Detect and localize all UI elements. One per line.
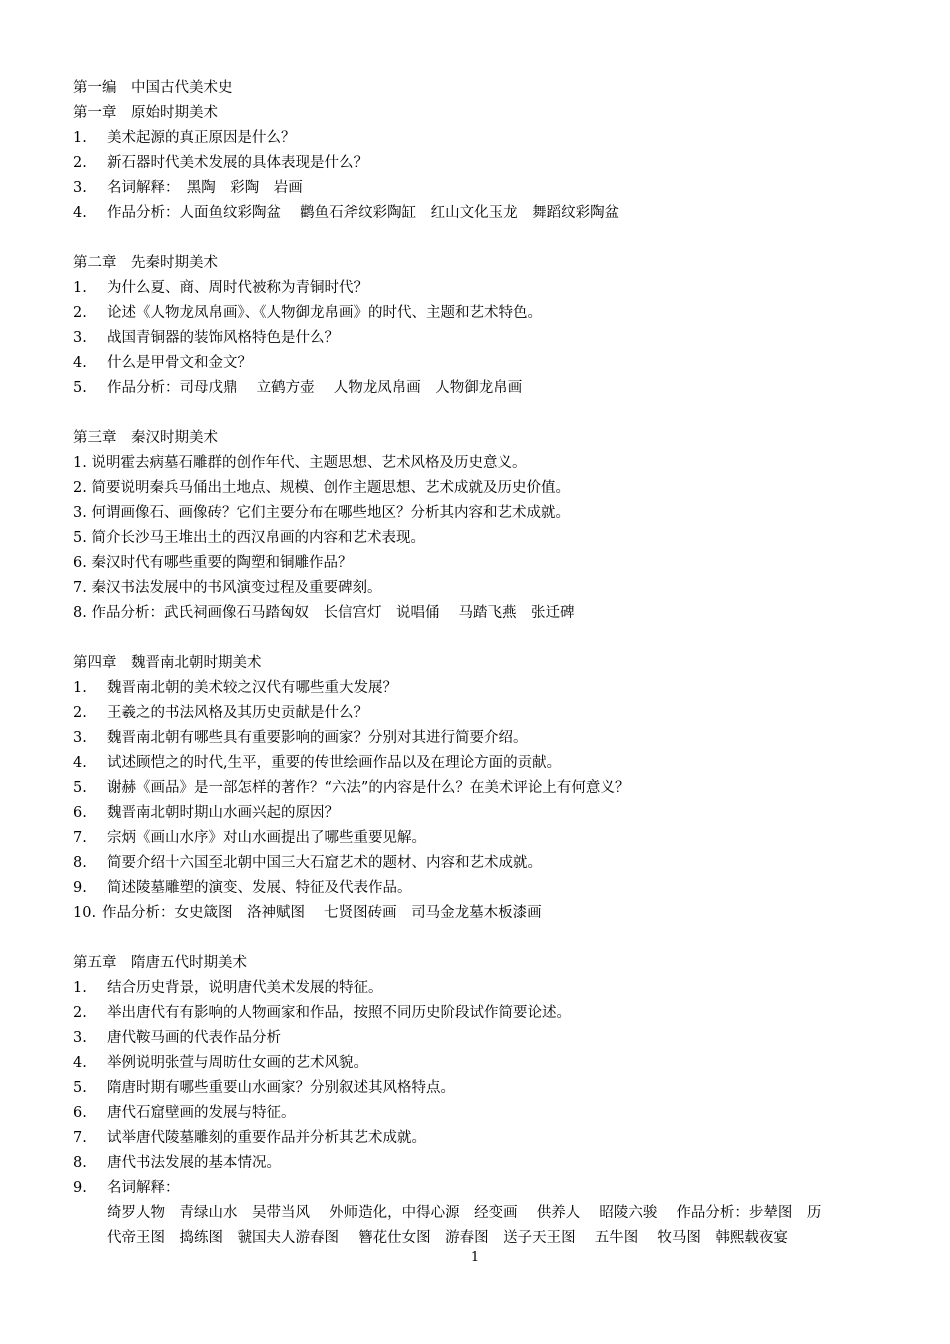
page-number: 1 (470, 1250, 480, 1265)
item-text: 简述陵墓雕塑的演变、发展、特征及代表作品。 (107, 880, 412, 896)
list-item (73, 976, 913, 1001)
list-item (73, 1151, 913, 1176)
chapter-2 (73, 251, 913, 401)
item-number: 6. (73, 555, 87, 571)
item-number: 9. (73, 1180, 87, 1196)
chapter-title: 第二章 先秦时期美术 (73, 255, 218, 271)
chapter-title: 第四章 魏晋南北朝时期美术 (73, 655, 262, 671)
list-item (73, 601, 913, 626)
list-item (73, 551, 913, 576)
item-number: 3. (73, 505, 87, 521)
item-text: 魏晋南北朝的美术较之汉代有哪些重大发展？ (107, 680, 397, 696)
list-item (73, 1176, 913, 1201)
item-number: 5. (73, 1080, 87, 1096)
item-number: 4. (73, 355, 87, 371)
item-text: 新石器时代美术发展的具体表现是什么？ (107, 155, 368, 171)
item-number: 3. (73, 330, 87, 346)
chapter-1 (73, 101, 913, 226)
list-item (73, 351, 913, 376)
list-item (73, 751, 913, 776)
chapter-title: 第一章 原始时期美术 (73, 105, 218, 121)
list-item (73, 776, 913, 801)
list-item (73, 826, 913, 851)
item-text: 名词解释： (107, 1180, 180, 1196)
section-gap (73, 626, 913, 651)
item-text: 秦汉书法发展中的书风演变过程及重要碑刻。 (91, 580, 382, 596)
section-gap (73, 926, 913, 951)
item-text: 秦汉时代有哪些重要的陶塑和铜雕作品？ (91, 555, 353, 571)
item-number: 8. (73, 855, 87, 871)
list-item (73, 376, 913, 401)
item-text: 何谓画像石、画像砖？它们主要分布在哪些地区？分析其内容和艺术成就。 (91, 505, 570, 521)
item-number: 3. (73, 1030, 87, 1046)
item-number: 8. (73, 1155, 87, 1171)
item-number: 7. (73, 1130, 87, 1146)
item-number: 2. (73, 705, 87, 721)
item-number: 6. (73, 1105, 87, 1121)
item-text: 论述《人物龙凤帛画》、《人物御龙帛画》的时代、主题和艺术特色。 (107, 305, 542, 321)
item-number: 2. (73, 480, 87, 496)
list-item (73, 176, 913, 201)
list-item (73, 326, 913, 351)
list-item (73, 701, 913, 726)
item-text: 名词解释： 黑陶 彩陶 岩画 (107, 180, 303, 196)
list-item (73, 901, 913, 926)
item-number: 8. (73, 605, 87, 621)
item-text: 结合历史背景，说明唐代美术发展的特征。 (107, 980, 383, 996)
item-number: 6. (73, 805, 87, 821)
item-text: 说明霍去病墓石雕群的创作年代、主题思想、艺术风格及历史意义。 (91, 455, 527, 471)
item-text: 简介长沙马王堆出土的西汉帛画的内容和艺术表现。 (91, 530, 425, 546)
list-item (73, 576, 913, 601)
item-number: 2. (73, 1005, 87, 1021)
item-text: 谢赫《画品》是一部怎样的著作？“六法”的内容是什么？在美术评论上有何意义？ (107, 780, 630, 796)
item-text: 简要说明秦兵马俑出土地点、规模、创作主题思想、艺术成就及历史价值。 (91, 480, 570, 496)
list-item (73, 276, 913, 301)
item-text: 宗炳《画山水序》对山水画提出了哪些重要见解。 (107, 830, 426, 846)
item-number: 1. (73, 455, 87, 471)
item-text: 什么是甲骨文和金文？ (107, 355, 252, 371)
list-item (73, 676, 913, 701)
item-text: 唐代书法发展的基本情况。 (107, 1155, 281, 1171)
item-number: 5. (73, 530, 87, 546)
item-text: 试述顾恺之的时代,生平，重要的传世绘画作品以及在理论方面的贡献。 (107, 755, 562, 771)
item-number: 7. (73, 580, 87, 596)
chapter-3 (73, 426, 913, 626)
item-text: 王羲之的书法风格及其历史贡献是什么？ (107, 705, 368, 721)
item-number: 9. (73, 880, 87, 896)
item-text: 作品分析：女史箴图 洛神赋图 七贤图砖画 司马金龙墓木板漆画 (102, 905, 542, 921)
item-number: 7. (73, 830, 87, 846)
item-text: 举出唐代有有影响的人物画家和作品，按照不同历史阶段试作简要论述。 (107, 1005, 571, 1021)
item-text: 为什么夏、商、周时代被称为青铜时代？ (107, 280, 368, 296)
list-item (73, 501, 913, 526)
list-item (73, 1076, 913, 1101)
item-number: 1. (73, 130, 87, 146)
chapter-5 (73, 951, 913, 1251)
item-number: 3. (73, 730, 87, 746)
item-text: 唐代鞍马画的代表作品分析 (107, 1030, 281, 1046)
chapter-4 (73, 651, 913, 926)
item-number: 1. (73, 980, 87, 996)
item-number: 5. (73, 780, 87, 796)
item-number: 2. (73, 155, 87, 171)
list-item (73, 301, 913, 326)
list-item (73, 1101, 913, 1126)
item-number: 5. (73, 380, 87, 396)
item-text: 魏晋南北朝有哪些具有重要影响的画家？分别对其进行简要介绍。 (107, 730, 528, 746)
item-text: 唐代石窟壁画的发展与特征。 (107, 1105, 296, 1121)
chapter-title: 第五章 隋唐五代时期美术 (73, 955, 247, 971)
list-item (73, 726, 913, 751)
list-item (73, 201, 913, 226)
part-title: 第一编 中国古代美术史 (73, 80, 233, 96)
list-item (73, 476, 913, 501)
continuation-line: 绮罗人物 青绿山水 吴带当风 外师造化，中得心源 经变画 供养人 昭陵六骏 作品分析：步辇图 历 (107, 1205, 822, 1221)
list-item (73, 526, 913, 551)
section-gap (73, 226, 913, 251)
item-number: 1. (73, 280, 87, 296)
list-item (73, 126, 913, 151)
item-text: 美术起源的真正原因是什么？ (107, 130, 296, 146)
list-item (73, 451, 913, 476)
item-number: 4. (73, 755, 87, 771)
list-item (73, 1001, 913, 1026)
list-item (73, 151, 913, 176)
item-text: 试举唐代陵墓雕刻的重要作品并分析其艺术成就。 (107, 1130, 426, 1146)
item-text: 作品分析：司母戊鼎 立鹤方壶 人物龙凤帛画 人物御龙帛画 (107, 380, 523, 396)
chapter-title: 第三章 秦汉时期美术 (73, 430, 218, 446)
list-item (73, 876, 913, 901)
item-text: 战国青铜器的装饰风格特色是什么？ (107, 330, 339, 346)
item-number: 2. (73, 305, 87, 321)
item-text: 魏晋南北朝时期山水画兴起的原因？ (107, 805, 339, 821)
item-number: 10. (73, 905, 97, 921)
item-number: 4. (73, 205, 87, 221)
list-item (73, 851, 913, 876)
item-text: 举例说明张萱与周昉仕女画的艺术风貌。 (107, 1055, 368, 1071)
list-item (73, 1126, 913, 1151)
list-item (73, 1026, 913, 1051)
section-gap (73, 401, 913, 426)
list-item (73, 801, 913, 826)
list-item (73, 1051, 913, 1076)
item-text: 隋唐时期有哪些重要山水画家？分别叙述其风格特点。 (107, 1080, 455, 1096)
item-number: 4. (73, 1055, 87, 1071)
item-number: 1. (73, 680, 87, 696)
document-content (73, 76, 913, 1251)
item-text: 作品分析：人面鱼纹彩陶盆 鹳鱼石斧纹彩陶缸 红山文化玉龙 舞蹈纹彩陶盆 (107, 205, 620, 221)
item-text: 简要介绍十六国至北朝中国三大石窟艺术的题材、内容和艺术成就。 (107, 855, 542, 871)
item-text: 作品分析：武氏祠画像石马踏匈奴 长信宫灯 说唱俑 马踏飞燕 张迁碑 (91, 605, 575, 621)
continuation-line: 代帝王图 捣练图 虢国夫人游春图 簪花仕女图 游春图 送子天王图 五牛图 牧马图 韩熙载夜宴 (107, 1230, 788, 1246)
item-number: 3. (73, 180, 87, 196)
